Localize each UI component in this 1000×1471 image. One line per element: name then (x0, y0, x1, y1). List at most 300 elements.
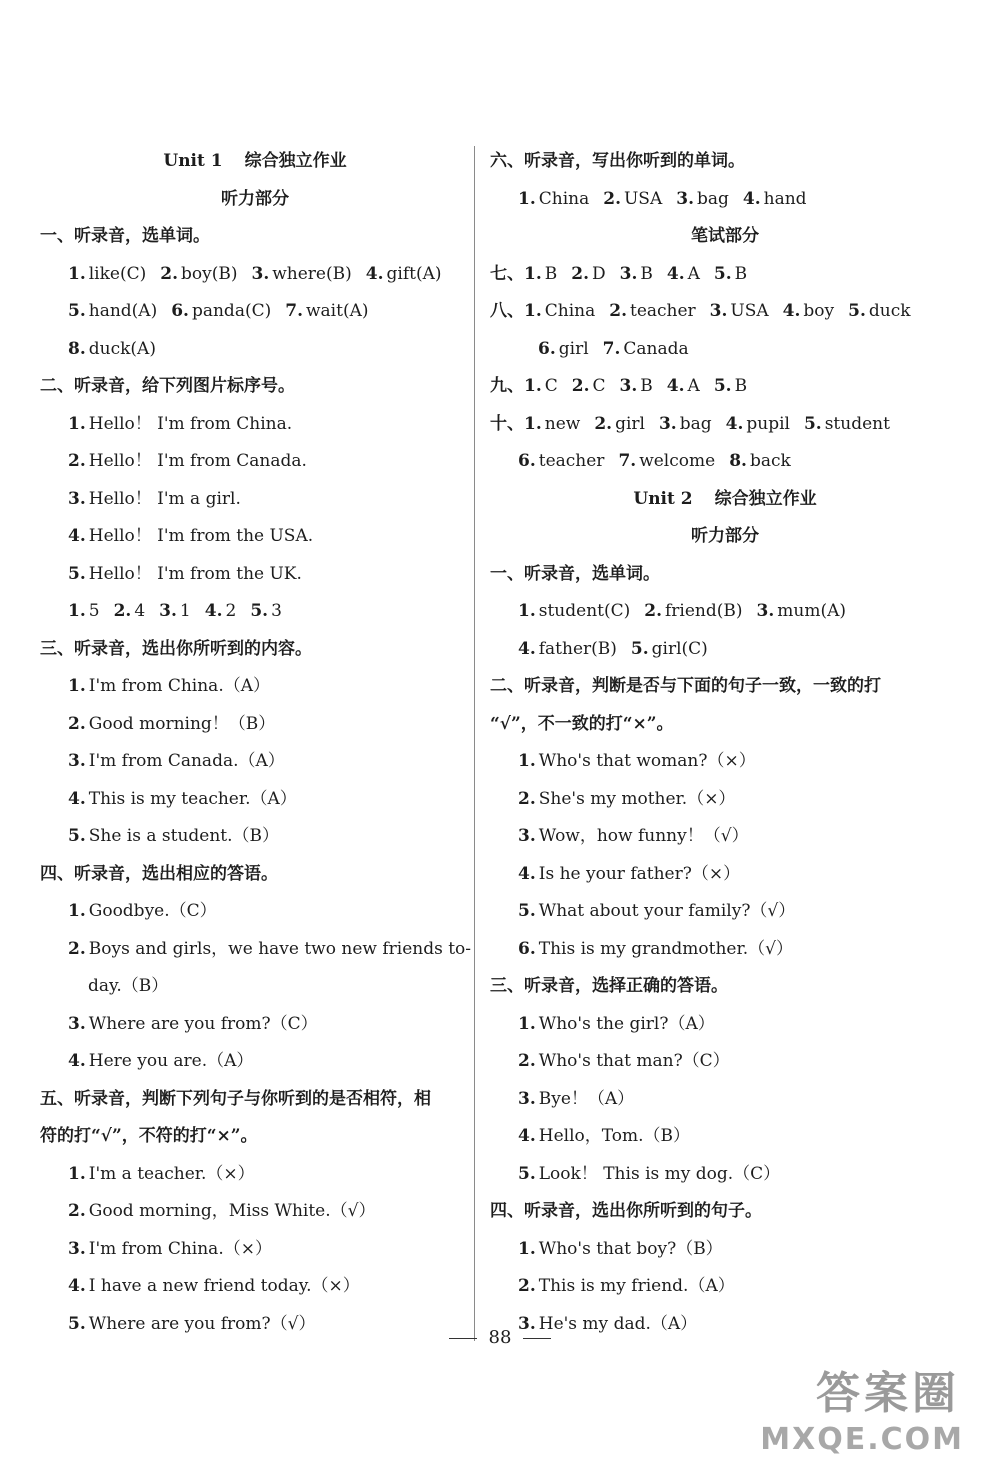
answer-item (68, 293, 157, 331)
item-answer: student(C) (538, 601, 631, 621)
answer-item (68, 1156, 255, 1194)
answer-item (160, 256, 237, 294)
answer-item (603, 331, 689, 369)
answer-line (40, 293, 470, 331)
answer-item (68, 1268, 360, 1306)
item-number: 3. (68, 1013, 86, 1034)
item-number: 4. (666, 263, 685, 284)
item-answer: Hello！ I'm from the UK. (88, 563, 302, 584)
answer-item (538, 331, 589, 369)
answer-item (518, 931, 793, 969)
answer-item (68, 406, 292, 444)
item-answer: I'm from China.（×） (88, 1238, 272, 1259)
item-answer: B (544, 263, 558, 284)
question-heading: 二、听录音，判断是否与下面的句子一致，一致的打 (490, 676, 881, 696)
item-number: 4. (518, 1126, 536, 1146)
item-answer: 3 (271, 601, 282, 621)
item-answer: father(B) (538, 638, 617, 659)
item-number: 十、1. (490, 413, 542, 434)
answer-item (804, 406, 890, 444)
title-part: 综合独立作业 (714, 488, 817, 509)
item-answer: USA (623, 188, 663, 209)
item-answer: Boys and girls，we have two new friends to- (88, 938, 472, 959)
answer-line (490, 593, 960, 631)
item-number: 3. (68, 488, 86, 509)
item-answer: duck(A) (88, 338, 156, 359)
item-answer: panda(C) (191, 301, 272, 321)
item-number: 1. (68, 676, 86, 696)
item-number: 6. (518, 938, 536, 959)
item-number: 2. (68, 938, 86, 959)
answer-item (631, 631, 708, 669)
answer-item (594, 406, 645, 444)
watermark-line1: 答案圈 (816, 1368, 960, 1419)
answer-item (667, 368, 700, 406)
item-answer: Good morning！（B） (88, 713, 276, 734)
answer-item (68, 331, 156, 369)
answer-item (68, 1193, 375, 1231)
section-title: 笔试部分 (691, 226, 759, 246)
item-answer: A (687, 263, 700, 284)
item-answer: She's my mother.（×） (538, 788, 736, 809)
item-number: 4. (68, 1051, 86, 1071)
item-answer: Hello！ I'm from China. (88, 413, 293, 434)
item-answer: girl (615, 413, 645, 434)
answer-item (490, 293, 595, 331)
answer-line (490, 743, 960, 781)
answer-item (518, 593, 630, 631)
item-answer: Bye！（A） (538, 1088, 635, 1109)
item-number: 7. (618, 451, 637, 471)
question-heading: “√”，不一致的打“×”。 (490, 713, 674, 734)
answer-line (490, 1118, 960, 1156)
item-answer: Here you are.（A） (88, 1051, 254, 1071)
question-heading: 四、听录音，选出你所听到的句子。 (490, 1201, 762, 1221)
item-number: 1. (518, 601, 536, 621)
item-answer: Hello，Tom.（B） (538, 1126, 691, 1146)
answer-item (518, 743, 756, 781)
answer-item (252, 256, 352, 294)
answer-item (171, 293, 271, 331)
item-answer: Who's that woman?（×） (538, 751, 756, 771)
item-number: 2. (518, 1276, 536, 1296)
answer-line (40, 443, 470, 481)
item-answer: He's my dad.（A） (538, 1313, 698, 1334)
item-answer: bag (696, 188, 729, 209)
answer-item (518, 1081, 634, 1119)
answer-item (68, 818, 279, 856)
answer-item (783, 293, 834, 331)
item-number: 5. (518, 1163, 536, 1184)
item-answer: hand (763, 188, 807, 209)
title-part: Unit 1 (163, 151, 223, 171)
item-answer: welcome (639, 451, 716, 471)
answer-item (518, 1043, 730, 1081)
item-number: 1. (518, 1238, 536, 1259)
item-answer: mum(A) (777, 601, 846, 621)
item-answer: A (687, 376, 700, 396)
answer-line (40, 706, 470, 744)
answer-line (490, 931, 960, 969)
item-number: 5. (68, 1313, 86, 1334)
answer-line (490, 1043, 960, 1081)
answer-line (40, 818, 470, 856)
answer-line (490, 1081, 960, 1119)
item-answer: This is my grandmother.（√） (538, 938, 793, 959)
item-number: 3. (676, 188, 694, 209)
answer-item (68, 518, 313, 556)
answer-line (490, 256, 960, 294)
item-answer: 1 (179, 601, 191, 621)
answer-line (490, 293, 960, 331)
item-number: 1. (68, 1163, 86, 1184)
answer-item (68, 593, 100, 631)
answer-item (667, 256, 700, 294)
answer-line (40, 331, 470, 369)
item-number: 5. (68, 563, 86, 584)
item-number: 6. (538, 338, 556, 359)
item-number: 5. (518, 901, 536, 921)
item-answer: 2 (225, 601, 237, 621)
item-number: 5. (848, 301, 866, 321)
item-number: 3. (68, 751, 86, 771)
item-number: 1. (68, 601, 86, 621)
item-number: 5. (250, 601, 269, 621)
answer-line (40, 593, 470, 631)
item-number: 2. (609, 301, 627, 321)
answer-item (68, 781, 297, 819)
answer-item (159, 593, 191, 631)
item-answer: She is a student.（B） (88, 826, 280, 846)
answer-line (40, 893, 470, 931)
answer-item (490, 406, 580, 444)
item-answer: teacher (538, 451, 605, 471)
item-number: 6. (171, 301, 189, 321)
item-answer: hand(A) (88, 301, 158, 321)
answer-line (490, 1231, 960, 1269)
item-answer: Where are you from?（√） (88, 1313, 316, 1334)
item-answer: new (544, 413, 581, 434)
item-answer: girl (558, 338, 589, 359)
item-number: 5. (630, 638, 649, 659)
item-answer: Goodbye.（C） (88, 901, 217, 921)
item-number: 2. (518, 1051, 536, 1071)
item-answer: B (640, 376, 653, 396)
item-answer: C (544, 376, 558, 396)
item-answer: student (824, 413, 890, 434)
item-number: 3. (756, 601, 775, 621)
item-number: 2. (160, 263, 179, 284)
answer-item (848, 293, 910, 331)
answer-item (714, 368, 747, 406)
item-number: 4. (68, 788, 86, 809)
item-number: 1. (518, 188, 536, 209)
item-number: 3. (709, 301, 728, 321)
item-number: 7. (602, 338, 621, 359)
item-answer: Canada (623, 338, 689, 359)
item-number: 3. (658, 413, 677, 434)
item-number: 1. (68, 901, 86, 921)
question-heading: 二、听录音，给下列图片标序号。 (40, 376, 295, 396)
item-answer: Good morning，Miss White.（√） (88, 1201, 376, 1221)
answer-line (40, 931, 470, 969)
item-number: 2. (518, 788, 536, 809)
item-number: 3. (251, 263, 270, 284)
item-number: 8. (68, 338, 86, 359)
item-answer: 4 (134, 601, 146, 621)
answer-item (285, 293, 368, 331)
answer-item (366, 256, 442, 294)
answer-item (68, 256, 146, 294)
item-answer: Is he your father?（×） (538, 863, 741, 884)
item-answer: pupil (746, 413, 790, 434)
footer-dash-right (523, 1338, 551, 1339)
item-answer: girl(C) (651, 638, 708, 659)
question-heading: 一、听录音，选单词。 (40, 226, 210, 246)
answer-item (743, 181, 807, 219)
answer-line (490, 443, 960, 481)
answer-line (40, 1043, 470, 1081)
answer-item (205, 593, 237, 631)
item-number: 3. (518, 826, 536, 846)
answer-item (659, 406, 712, 444)
answer-line (490, 406, 960, 444)
answer-line (490, 781, 960, 819)
answer-line (490, 856, 960, 894)
answer-line (490, 331, 960, 369)
item-answer: bag (679, 413, 712, 434)
answer-item (644, 593, 742, 631)
item-number: 4. (68, 526, 86, 546)
item-number: 1. (518, 751, 536, 771)
answer-item (757, 593, 846, 631)
item-answer: Hello！ I'm from the USA. (88, 526, 314, 546)
answer-line (40, 1231, 470, 1269)
answer-item (726, 406, 790, 444)
section-title: 听力部分 (691, 526, 759, 546)
answer-line (490, 818, 960, 856)
answer-item (518, 1006, 715, 1044)
left-column (40, 143, 470, 1343)
right-column (490, 143, 960, 1343)
answer-item (518, 443, 604, 481)
answer-line (40, 668, 470, 706)
item-answer: What about your family?（√） (538, 901, 796, 921)
question-heading: 符的打“√”，不符的打“×”。 (40, 1126, 258, 1146)
item-number: 4. (725, 413, 744, 434)
item-answer: teacher (629, 301, 696, 321)
item-answer: Look！ This is my dog.（C） (538, 1163, 781, 1184)
watermark-line2: MXQE.COM (760, 1422, 964, 1457)
item-number: 3. (518, 1313, 536, 1334)
question-heading: 四、听录音，选出相应的答语。 (40, 863, 278, 884)
item-number: 3. (159, 601, 177, 621)
answer-line (40, 1193, 470, 1231)
question-heading: 六、听录音，写出你听到的单词。 (490, 151, 745, 171)
answer-line (490, 368, 960, 406)
item-number: 3. (518, 1088, 536, 1109)
item-answer: wait(A) (305, 301, 369, 321)
item-number: 2. (644, 601, 662, 621)
answer-item (518, 893, 795, 931)
item-number: 3. (619, 376, 638, 396)
item-answer: D (592, 263, 606, 284)
item-number: 1. (68, 263, 86, 284)
answer-line (490, 893, 960, 931)
item-number: 八、1. (490, 301, 542, 321)
answer-line (490, 631, 960, 669)
item-number: 2. (571, 376, 590, 396)
answer-line (40, 743, 470, 781)
answer-line (40, 556, 470, 594)
item-number: 3. (619, 263, 638, 284)
item-answer: Who's the girl?（A） (538, 1013, 715, 1034)
item-number: 4. (782, 301, 801, 321)
item-number: 2. (603, 188, 621, 209)
page-footer (0, 1318, 1000, 1358)
item-number: 5. (713, 263, 732, 284)
answer-item (68, 1231, 272, 1269)
item-answer: I'm from China.（A） (88, 676, 270, 696)
item-number: 4. (204, 601, 223, 621)
answer-item (518, 1231, 723, 1269)
answer-item (250, 593, 282, 631)
item-answer: boy (803, 301, 835, 321)
answer-item (518, 631, 617, 669)
item-answer: I'm from Canada.（A） (88, 751, 285, 771)
answer-item (68, 931, 471, 969)
answer-line (40, 518, 470, 556)
answer-line (490, 181, 960, 219)
item-number: 2. (68, 1201, 86, 1221)
item-number: 2. (594, 413, 613, 434)
item-number: 2. (68, 713, 86, 734)
answer-item (68, 1043, 253, 1081)
item-number: 七、1. (490, 263, 542, 284)
item-answer: back (749, 451, 791, 471)
answer-line (40, 1006, 470, 1044)
section-title (40, 143, 470, 181)
answer-item (518, 1156, 780, 1194)
item-answer: China (544, 301, 596, 321)
answer-item (518, 818, 749, 856)
item-number: 4. (365, 263, 384, 284)
answer-item (609, 293, 695, 331)
answer-item (620, 256, 653, 294)
item-number: 4. (518, 863, 536, 884)
item-number: 九、1. (490, 376, 542, 396)
item-answer: China (538, 188, 590, 209)
answer-item (68, 556, 302, 594)
answer-item (68, 668, 270, 706)
item-answer: duck (868, 301, 911, 321)
item-answer: B (734, 263, 748, 284)
item-answer: C (592, 376, 606, 396)
item-answer: gift(A) (386, 263, 442, 284)
section-title (490, 481, 960, 519)
item-answer: B (640, 263, 653, 284)
item-number: 5. (803, 413, 822, 434)
footer-dash-left (449, 1338, 477, 1339)
answer-line (40, 406, 470, 444)
item-answer: I have a new friend today.（×） (88, 1276, 360, 1296)
item-answer: where(B) (272, 263, 352, 284)
item-answer: friend(B) (665, 601, 743, 621)
answer-item (518, 181, 589, 219)
answer-item (714, 256, 747, 294)
answer-item (518, 781, 735, 819)
item-answer: 5 (88, 601, 100, 621)
answer-item (603, 181, 662, 219)
item-number: 6. (518, 451, 536, 471)
item-answer: Hello！ I'm from Canada. (88, 451, 307, 471)
answer-item (572, 368, 606, 406)
title-part: 综合独立作业 (244, 151, 347, 171)
item-answer: boy(B) (181, 263, 238, 284)
answer-item (676, 181, 729, 219)
answer-item (490, 368, 558, 406)
question-heading: 五、听录音，判断下列句子与你听到的是否相符，相 (40, 1088, 431, 1109)
item-answer: USA (730, 301, 769, 321)
item-answer: This is my friend.（A） (538, 1276, 735, 1296)
answer-item (68, 1006, 318, 1044)
answer-line (40, 256, 470, 294)
item-number: 4. (68, 1276, 86, 1296)
answer-line (40, 781, 470, 819)
answer-continuation: day.（B） (88, 976, 169, 996)
item-number: 2. (113, 601, 132, 621)
item-number: 5. (68, 826, 86, 846)
item-answer: B (734, 376, 748, 396)
answer-item (114, 593, 146, 631)
column-divider (474, 146, 475, 1341)
item-number: 8. (729, 451, 747, 471)
item-answer: Hello！ I'm a girl. (88, 488, 241, 509)
page-number: 88 (488, 1327, 512, 1348)
item-answer: Who's that boy?（B） (538, 1238, 723, 1259)
answer-item (620, 368, 653, 406)
answer-line (40, 1268, 470, 1306)
answer-item (518, 856, 740, 894)
answer-item (518, 1268, 735, 1306)
answer-item (68, 443, 307, 481)
answer-line (490, 1156, 960, 1194)
section-title: 听力部分 (221, 188, 289, 209)
answer-item (490, 256, 557, 294)
answer-line (490, 1268, 960, 1306)
item-number: 4. (742, 188, 761, 209)
answer-item (68, 706, 275, 744)
title-part: Unit 2 (633, 488, 693, 509)
answer-item (518, 1118, 690, 1156)
item-number: 4. (666, 376, 685, 396)
answer-line (40, 481, 470, 519)
item-number: 2. (68, 451, 86, 471)
answer-item (68, 481, 241, 519)
item-answer: Wow，how funny！（√） (538, 826, 749, 846)
item-answer: Where are you from?（C） (88, 1013, 318, 1034)
answer-item (618, 443, 715, 481)
item-number: 4. (518, 638, 536, 659)
answer-line (490, 1006, 960, 1044)
item-answer: Who's that man?（C） (538, 1051, 730, 1071)
item-number: 3. (68, 1238, 86, 1259)
item-number: 5. (713, 376, 732, 396)
answer-item (571, 256, 605, 294)
item-number: 5. (68, 301, 86, 321)
item-answer: like(C) (88, 263, 147, 284)
question-heading: 三、听录音，选择正确的答语。 (490, 976, 728, 996)
